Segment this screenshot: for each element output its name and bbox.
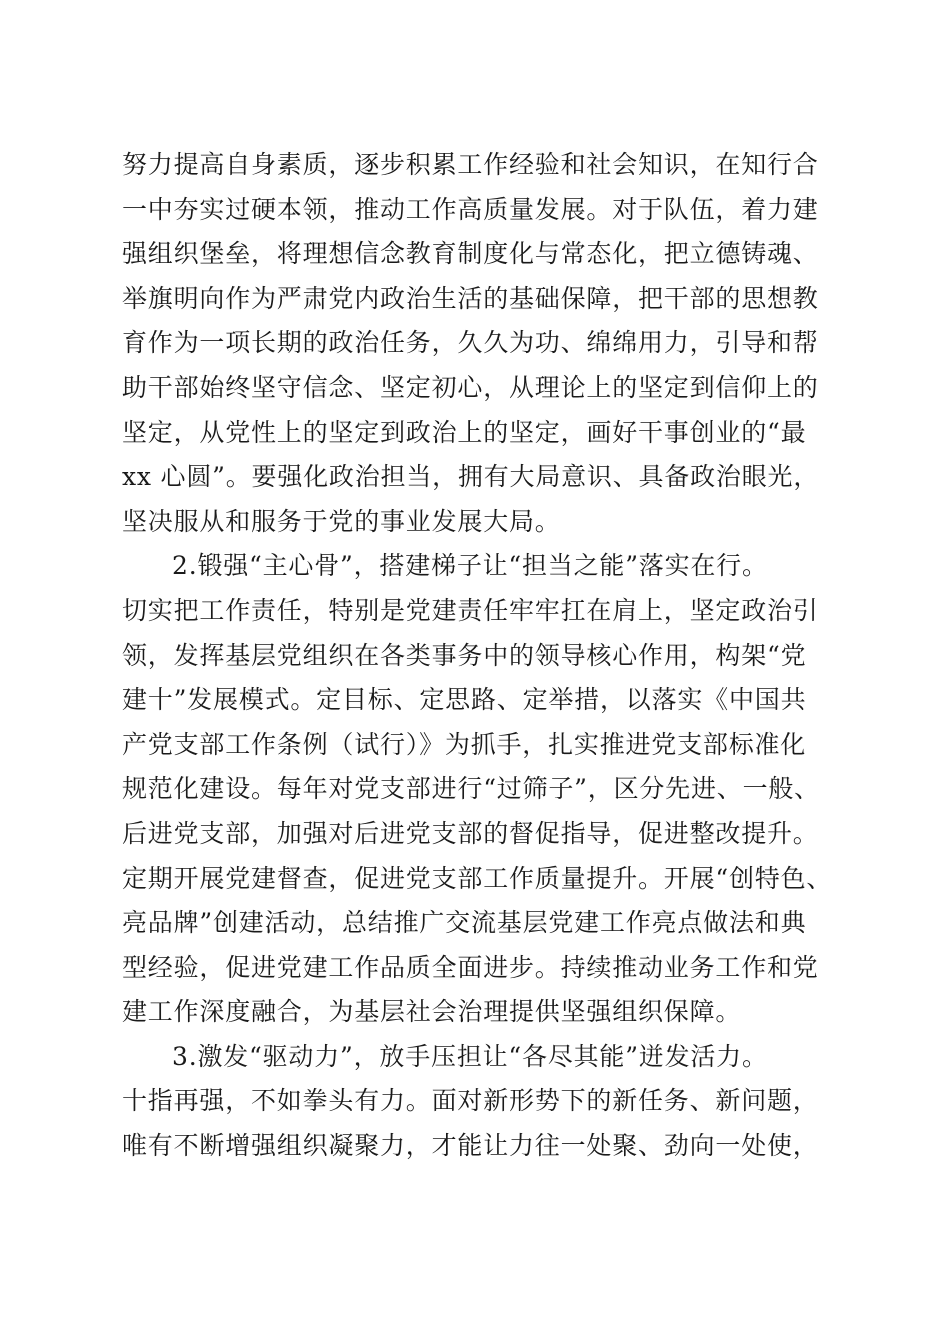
text-line: 切实把工作责任，特别是党建责任牢牢扛在肩上，坚定政治引 bbox=[122, 595, 819, 625]
text-line: 努力提高自身素质，逐步积累工作经验和社会知识，在知行合 bbox=[122, 150, 819, 179]
text-line: 领，发挥基层党组织在各类事务中的领导核心作用，构架“党 bbox=[122, 640, 807, 670]
text-line: 助干部始终坚守信念、坚定初心，从理论上的坚定到信仰上的 bbox=[122, 372, 819, 402]
text-line: 后进党支部，加强对后进党支部的督促指导，促进整改提升。 bbox=[122, 818, 819, 848]
text-line: 坚决服从和服务于党的事业发展大局。 bbox=[122, 506, 561, 536]
text-line: 唯有不断增强组织凝聚力，才能让力往一处聚、劲向一处使， bbox=[122, 1131, 819, 1161]
text-line: 3.激发“驱动力”，放手压担让“各尽其能”迸发活力。 bbox=[172, 1041, 768, 1071]
text-line: 坚定，从党性上的坚定到政治上的坚定，画好干事创业的“最 bbox=[122, 417, 807, 447]
body-text bbox=[122, 143, 852, 1169]
text-line: 十指再强，不如拳头有力。面对新形势下的新任务、新问题， bbox=[122, 1086, 819, 1116]
text-line: 2.锻强“主心骨”，搭建梯子让“担当之能”落实在行。 bbox=[172, 551, 768, 581]
text-line: 规范化建设。每年对党支部进行“过筛子”，区分先进、一般、 bbox=[122, 774, 820, 804]
text-line: 定期开展党建督查，促进党支部工作质量提升。开展“创特色、 bbox=[122, 863, 833, 893]
text-line: 建工作深度融合，为基层社会治理提供坚强组织保障。 bbox=[122, 997, 742, 1027]
text-line: 育作为一项长期的政治任务，久久为功、绵绵用力，引导和帮 bbox=[122, 328, 819, 358]
text-line: xx 心圆”。要强化政治担当，拥有大局意识、具备政治眼光， bbox=[122, 462, 820, 492]
text-line: 建十”发展模式。定目标、定思路、定举措，以落实《中国共 bbox=[122, 685, 807, 715]
text-line: 举旗明向作为严肃党内政治生活的基础保障，把干部的思想教 bbox=[122, 283, 819, 313]
text-line: 亮品牌”创建活动，总结推广交流基层党建工作亮点做法和典 bbox=[122, 908, 807, 938]
text-line: 型经验，促进党建工作品质全面进步。持续推动业务工作和党 bbox=[122, 952, 819, 982]
text-line: 产党支部工作条例（试行）》为抓手，扎实推进党支部标准化 bbox=[122, 729, 807, 759]
text-line: 一中夯实过硬本领，推动工作高质量发展。对于队伍，着力建 bbox=[122, 194, 819, 224]
text-line: 强组织堡垒，将理想信念教育制度化与常态化，把立德铸魂、 bbox=[122, 239, 819, 269]
